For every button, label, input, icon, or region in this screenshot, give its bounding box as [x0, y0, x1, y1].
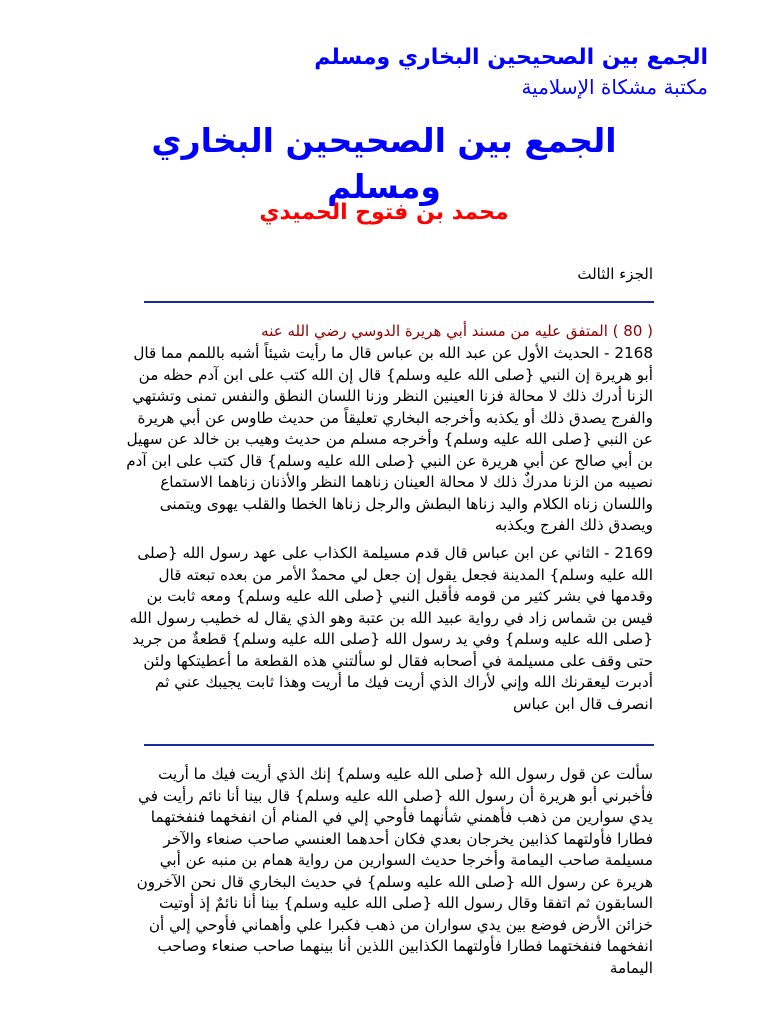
header-library-name: مكتبة مشكاة الإسلامية — [521, 75, 708, 99]
header-book-title: الجمع بين الصحيحين البخاري ومسلم — [314, 45, 708, 70]
hadith-2168 — [118, 343, 653, 537]
hadith-text: - الثاني عن ابن عباس قال قدم مسيلمة الكذاب على عهد رسول الله {صلى الله عليه وسلم} المدينة فجعل يقول إن جعل لي محمدٌ الأمر من بعده تبعته قال وقدمها في بشر كثير من قومه فأقبل النبي {صلى الله عليه وسلم} ومعه ثابت بن قيس بن شماس زاد في رواية عبيد الله بن عتبة وهو الذي يقال له خطيب رسول الله {صلى الله عليه وسلم} وفي يد رسول الله {صلى الله عليه وسلم} قطعةٌ من جريد حتى وقف على مسيلمة في أصحابه فقال لو سألتني هذه القطعة ما أعطيتكها ولئن أدبرت ليعقرنك الله وإني لأراك الذي أريت فيك ما أريت وهذا ثابت يجيبك عني ثم انصرف قال ابن عباس — [129, 544, 653, 713]
volume-label: الجزء الثالث — [577, 265, 653, 283]
section-heading: ( 80 ) المتفق عليه من مسند أبي هريرة الدوسي رضي الله عنه — [261, 322, 653, 340]
divider-page-break — [144, 744, 654, 746]
book-title: الجمع بين الصحيحين البخاري ومسلم — [151, 121, 617, 206]
hadith-2169 — [118, 543, 653, 715]
hadith-number: 2168 — [614, 344, 653, 362]
hadith-number: 2169 — [614, 544, 653, 562]
divider-top — [144, 301, 654, 303]
hadith-text: - الحديث الأول عن عبد الله بن عباس قال ما رأيت شيئاً أشبه باللمم مما قال أبو هريرة إن النبي {صلى الله عليه وسلم} قال إن الله كتب على ابن آدم حظه من الزنا أدرك ذلك لا محالة فزنا العينين النظر وزنا اللسان النطق والنفس تمنى وتشتهي والفرج يصدق ذلك أو يكذبه وأخرجه البخاري تعليقاً من حديث طاوس عن أبي هريرة عن النبي {صلى الله عليه وسلم} وأخرجه مسلم من حديث وهيب بن خالد عن سهيل بن أبي صالح عن أبي هريرة عن النبي {صلى الله عليه وسلم} قال كتب على ابن آدم نصيبه من الزنا مدركٌ ذلك لا محالة العينان زناهما النظر والأذنان زناهما الاستماع واللسان زناه الكلام واليد زناها البطش والرجل زناها الخطا والقلب يهوى ويتمنى ويصدق ذلك الفرج ويكذبه — [126, 344, 653, 534]
continuation-paragraph: سألت عن قول رسول الله {صلى الله عليه وسلم} إنك الذي أريت فيك ما أريت فأخبرني أبو هريرة أن رسول الله {صلى الله عليه وسلم} قال بينا أنا نائم رأيت في يدي سوارين من ذهب فأهمني شأنهما فأوحي إلي في المنام أن انفخهما فنفختهما فطارا فأولتهما كذابين يخرجان بعدي فكان أحدهما العنسي صاحب صنعاء والآخر مسيلمة صاحب اليمامة وأخرجا حديث السوارين من رواية همام بن منبه عن أبي هريرة عن رسول الله {صلى الله عليه وسلم} في حديث البخاري قال نحن الآخرون السابقون ثم اتفقا وقال رسول الله {صلى الله عليه وسلم} بينا أنا نائمٌ إذ أوتيت خزائن الأرض فوضع بين يدي سواران من ذهب فكبرا علي وأهماني فأوحي إلي أن انفخهما فنفختهما فطارا فأولتهما الكذابين اللذين أنا بينهما صاحب صنعاء وصاحب اليمامة — [136, 765, 653, 977]
book-author: محمد بن فتوح الحميدي — [259, 200, 509, 225]
